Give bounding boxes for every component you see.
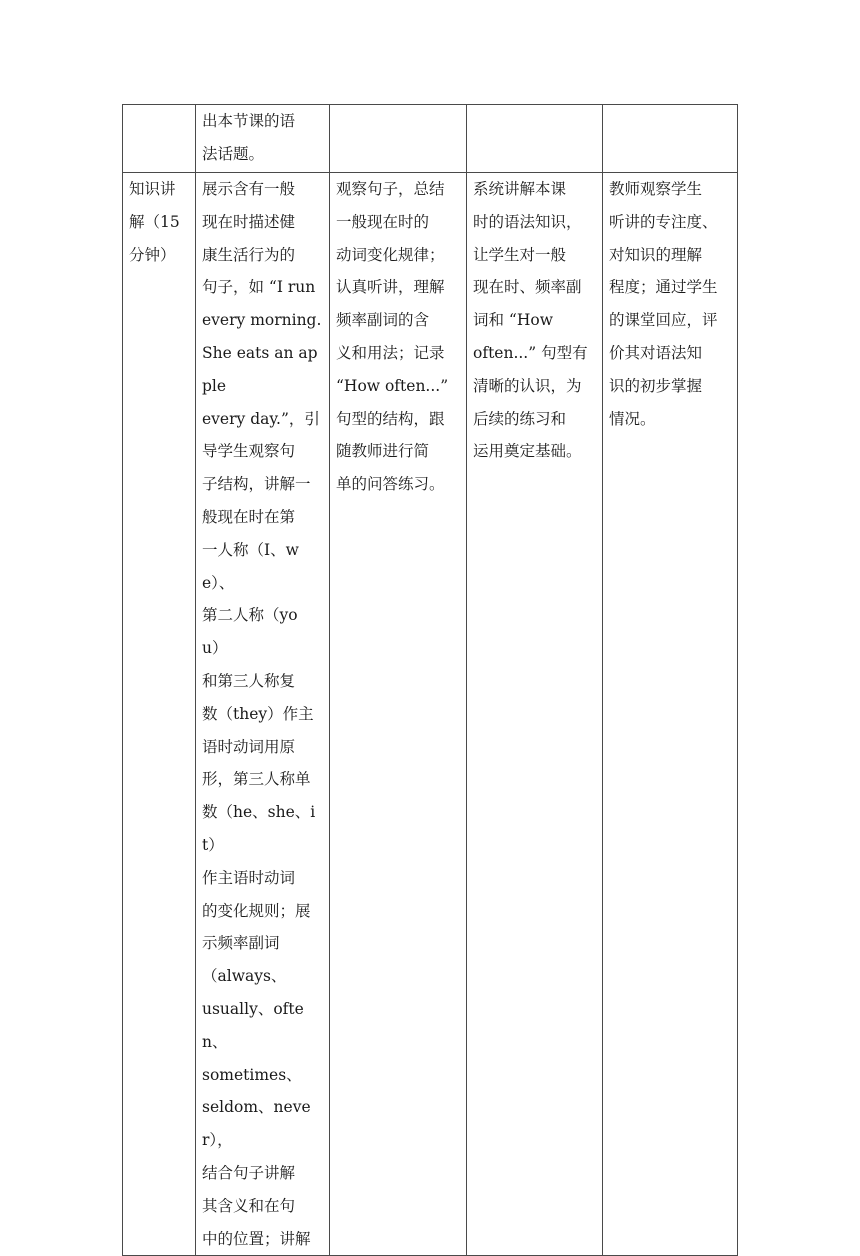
evaluation-cell [603,105,738,173]
stage-cell [123,105,196,173]
student-activity-cell [330,173,467,1256]
teacher-activity-cell [196,105,330,173]
design-intent-cell [467,173,603,1256]
student-activity-cell [330,105,467,173]
design-intent-cell [467,105,603,173]
teacher-activity-text: 出本节课的语 法话题。 [202,112,296,163]
evaluation-cell [603,173,738,1256]
teacher-activity-text: 展示含有一般 现在时描述健 康生活行为的 句子，如 “I run every morning. She eats an apple every day.”，引 导学生观察句 子结构，讲解一 般现在时在第 一人称（I、we）、 第二人称（you） 和第三人称复 数（they）作主 语时动词用原 形，第三人称单 数（he、she、it） 作主语时动词 的变化规则；展 示频率副词 （always、 usually、often、 sometimes、 seldom、never）， 结合句子讲解 其含义和在句 中的位置；讲解 [202,180,322,1248]
design-intent-text: 系统讲解本课 时的语法知识， 让学生对一般 现在时、频率副 词和 “How often...” 句型有 清晰的认识，为 后续的练习和 运用奠定基础。 [473,180,588,461]
table-row [123,173,738,1256]
evaluation-text: 教师观察学生 听讲的专注度、 对知识的理解 程度；通过学生 的课堂回应，评 价其对语法知 识的初步掌握 情况。 [609,180,718,428]
table-row [123,105,738,173]
teacher-activity-cell [196,173,330,1256]
lesson-plan-table [122,104,738,1256]
student-activity-text: 观察句子，总结 一般现在时的 动词变化规律； 认真听讲，理解 频率副词的含 义和用法；记录 “How often...” 句型的结构，跟 随教师进行简 单的问答练习。 [336,180,449,494]
stage-text: 知识讲 解（15 分钟） [129,180,180,264]
stage-cell [123,173,196,1256]
